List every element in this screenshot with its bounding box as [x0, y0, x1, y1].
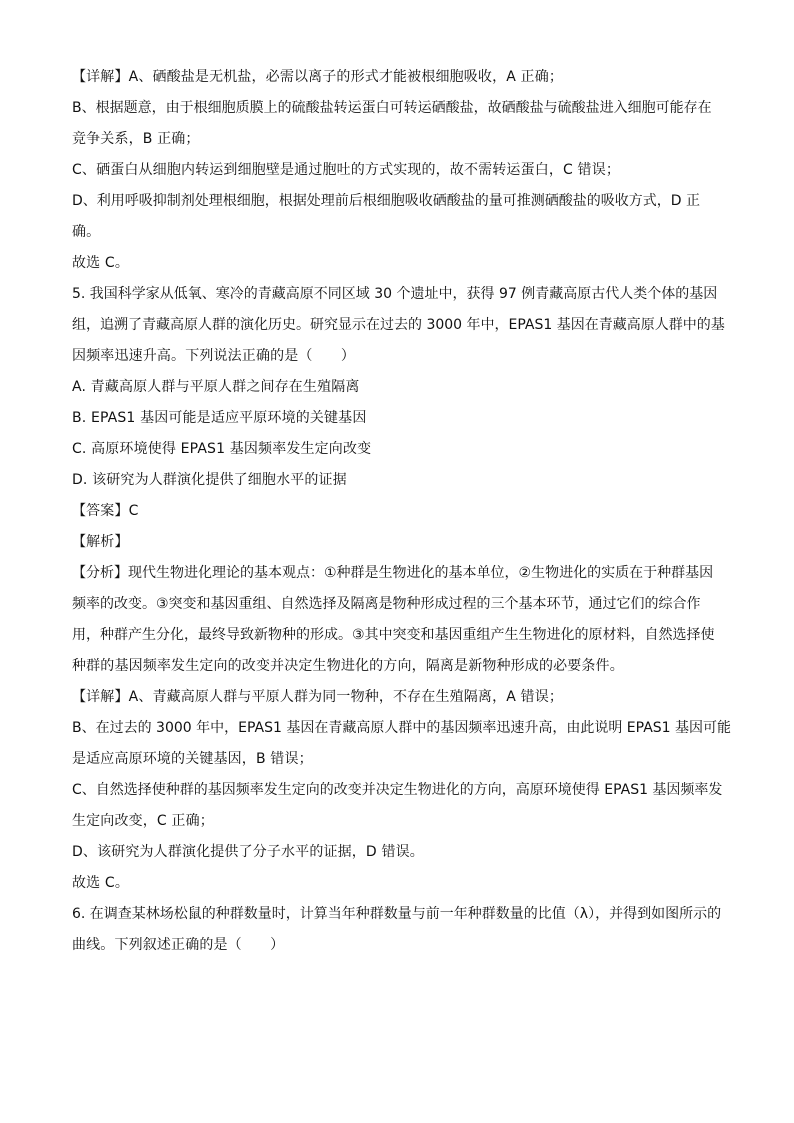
question-5-option-c: C. 高原环境使得 EPAS1 基因频率发生定向改变: [72, 441, 372, 457]
question-5-option-d: D. 该研究为人群演化提供了细胞水平的证据: [72, 472, 347, 488]
question-5-analysis-line-4: 种群的基因频率发生定向的改变并决定生物进化的方向，隔离是新物种形成的必要条件。: [72, 658, 624, 674]
question-5-analysis-line-1: 【分析】现代生物进化理论的基本观点：①种群是生物进化的基本单位，②生物进化的实质在于种群基因: [72, 565, 714, 581]
question-5-analysis-line-2: 频率的改变。③突变和基因重组、自然选择及隔离是物种形成过程的三个基本环节，通过它们的综合作: [72, 596, 701, 612]
text-line-explanation-c-q4: C、硒蛋白从细胞内转运到细胞壁是通过胞吐的方式实现的，故不需转运蛋白，C 错误；: [72, 162, 620, 178]
question-5-option-b: B. EPAS1 基因可能是适应平原环境的关键基因: [72, 410, 367, 426]
question-5-stem-line-2: 组，追溯了青藏高原人群的演化历史。研究显示在过去的 3000 年中，EPAS1 基因在青藏高原人群中的基: [72, 317, 725, 333]
question-5-analysis-line-3: 用，种群产生分化，最终导致新物种的形成。③其中突变和基因重组产生生物进化的原材料，自然选择使: [72, 627, 715, 643]
question-5-analysis-heading: 【解析】: [72, 534, 129, 550]
question-5-explanation-b: B、在过去的 3000 年中，EPAS1 基因在青藏高原人群中的基因频率迅速升高，由此说明 EPAS1 基因可能: [72, 720, 732, 736]
question-5-explanation-d: D、该研究为人群演化提供了分子水平的证据，D 错误。: [72, 844, 424, 860]
question-6-stem-line-1: 6. 在调查某林场松鼠的种群数量时，计算当年种群数量与前一年种群数量的比值（λ），并得到如图所示的: [72, 906, 722, 922]
question-5-stem-line-1: 5. 我国科学家从低氧、寒冷的青藏高原不同区域 30 个遗址中，获得 97 例青藏高原古代人类个体的基因: [72, 286, 718, 302]
document-page: [72, 62, 732, 961]
question-5-explanation-c: C、自然选择使种群的基因频率发生定向的改变并决定生物进化的方向，高原环境使得 EPAS1 基因频率发: [72, 782, 723, 798]
question-5-explanation-b-cont: 是适应高原环境的关键基因，B 错误；: [72, 751, 313, 767]
question-5-explanation-a: 【详解】A、青藏高原人群与平原人群为同一物种，不存在生殖隔离，A 错误；: [72, 689, 564, 705]
text-line-explanation-b-q4-cont: 竞争关系，B 正确；: [72, 131, 200, 147]
text-line-explanation-d-q4-cont: 确。: [72, 224, 101, 240]
question-5-answer-choice: 故选 C。: [72, 875, 129, 891]
text-line-explanation-a-q4: 【详解】A、硒酸盐是无机盐，必需以离子的形式才能被根细胞吸收，A 正确；: [72, 69, 564, 85]
question-6-stem-line-2: 曲线。下列叙述正确的是（ ）: [72, 937, 285, 953]
question-5-stem-line-3: 因频率迅速升高。下列说法正确的是（ ）: [72, 348, 355, 364]
text-line-explanation-d-q4: D、利用呼吸抑制剂处理根细胞，根据处理前后根细胞吸收硒酸盐的量可推测硒酸盐的吸收方式，D 正: [72, 193, 701, 209]
text-line-answer-choice-q4: 故选 C。: [72, 255, 129, 271]
question-5-option-a: A. 青藏高原人群与平原人群之间存在生殖隔离: [72, 379, 360, 395]
question-5-explanation-c-cont: 生定向改变，C 正确；: [72, 813, 214, 829]
text-line-explanation-b-q4: B、根据题意，由于根细胞质膜上的硫酸盐转运蛋白可转运硒酸盐，故硒酸盐与硫酸盐进入细胞可能存在: [72, 100, 712, 116]
question-5-answer: 【答案】C: [72, 503, 139, 519]
